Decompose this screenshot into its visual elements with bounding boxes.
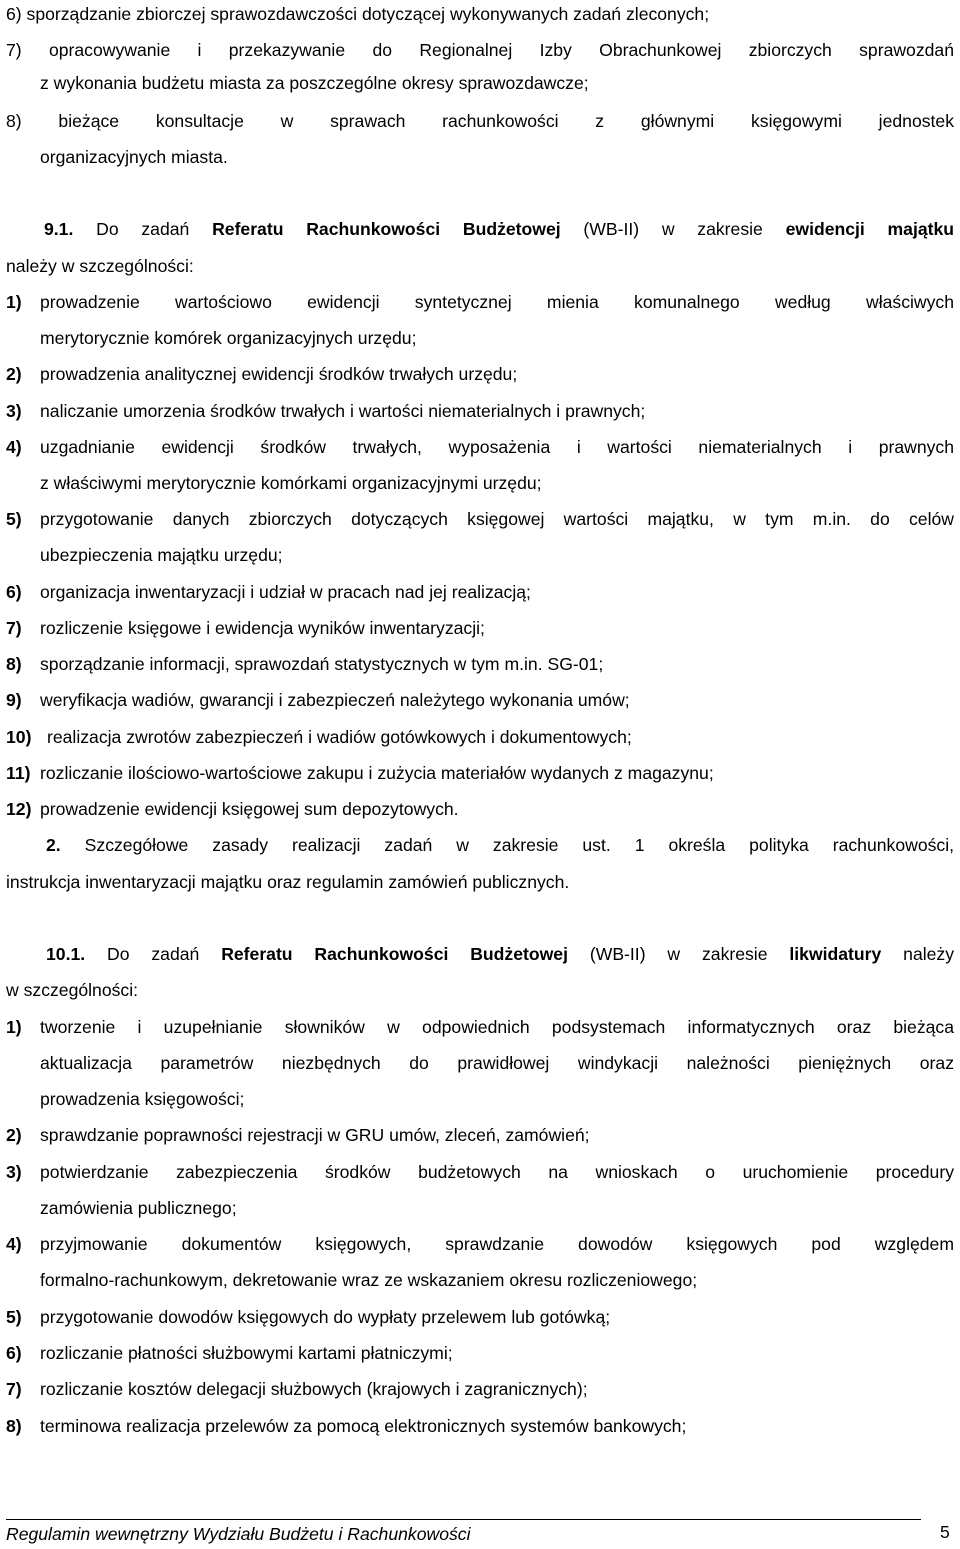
list-item	[6, 725, 954, 749]
list-item-text: aktualizacja parametrów niezbędnych do prawidłowej windykacji należności pieniężnych oraz	[40, 1053, 954, 1073]
section-9-2-cont	[6, 870, 954, 894]
section-9-1-intro	[44, 217, 954, 241]
list-item	[6, 507, 954, 531]
intro-text: Do zadań	[107, 944, 200, 964]
section-9-1-intro-cont	[6, 254, 954, 278]
list-item-continuation	[40, 326, 954, 350]
item-number: 4)	[6, 1234, 22, 1254]
list-item	[6, 1160, 954, 1184]
list-item-text: naliczanie umorzenia środków trwałych i wartości niematerialnych i prawnych;	[40, 401, 646, 421]
list-item-text: rozliczanie kosztów delegacji służbowych (krajowych i zagranicznych);	[40, 1379, 588, 1399]
list-item-text: organizacja inwentaryzacji i udział w pracach nad jej realizacją;	[40, 582, 531, 602]
list-item-text: sprawdzanie poprawności rejestracji w GRU umów, zleceń, zamówień;	[40, 1125, 590, 1145]
section-number: 10.1.	[46, 944, 86, 964]
list-item-text: przyjmowanie dokumentów księgowych, sprawdzanie dowodów księgowych pod względem	[40, 1234, 954, 1254]
section-10-1-intro-cont	[6, 978, 954, 1002]
list-item-text: ubezpieczenia majątku urzędu;	[40, 545, 283, 565]
intro-text: w szczególności:	[6, 980, 139, 1000]
list-item	[6, 1305, 954, 1329]
section-10-1-intro	[46, 942, 954, 966]
item-number: 3)	[6, 1162, 22, 1182]
section-9-2	[46, 833, 954, 857]
paragraph-text: instrukcja inwentaryzacji majątku oraz regulamin zamówień publicznych.	[6, 872, 570, 892]
item-number: 7)	[6, 618, 22, 638]
item-number: 5)	[6, 509, 22, 529]
list-item-text: terminowa realizacja przelewów za pomocą elektronicznych systemów bankowych;	[40, 1416, 687, 1436]
item-number: 1)	[6, 292, 22, 312]
list-item-continuation	[40, 1087, 954, 1111]
list-item	[6, 38, 954, 62]
list-item-text: przygotowanie dowodów księgowych do wypłaty przelewem lub gotówką;	[40, 1307, 611, 1327]
list-item	[6, 399, 954, 423]
item-number: 3)	[6, 401, 22, 421]
list-item-text: z właściwymi merytorycznie komórkami organizacyjnymi urzędu;	[40, 473, 542, 493]
item-number: 12)	[6, 799, 32, 819]
scope-name: likwidatury	[789, 944, 882, 964]
list-item-continuation	[40, 71, 954, 95]
page-number: 5	[940, 1522, 950, 1542]
list-item-text: uzgadnianie ewidencji środków trwałych, wyposażenia i wartości niematerialnych i prawnych	[40, 437, 954, 457]
item-number: 5)	[6, 1307, 22, 1327]
paragraph-number: 2.	[46, 835, 61, 855]
list-item	[6, 616, 954, 640]
item-number: 6)	[6, 1343, 22, 1363]
list-item-text: prowadzenie ewidencji księgowej sum depozytowych.	[40, 799, 459, 819]
list-item	[6, 652, 954, 676]
list-item-text: organizacyjnych miasta.	[40, 147, 228, 167]
list-item	[6, 290, 954, 314]
list-item-text: merytorycznie komórek organizacyjnych urzędu;	[40, 328, 417, 348]
list-item	[6, 797, 954, 821]
list-item	[6, 688, 954, 712]
list-item	[6, 1414, 954, 1438]
list-item	[6, 2, 954, 26]
list-item-text: potwierdzanie zabezpieczenia środków budżetowych na wnioskach o uruchomienie procedury	[40, 1162, 954, 1182]
item-number: 1)	[6, 1017, 22, 1037]
list-item	[6, 1015, 954, 1039]
list-item	[6, 109, 954, 133]
list-item-continuation	[40, 471, 954, 495]
intro-text: należy	[903, 944, 955, 964]
list-item	[6, 1341, 954, 1365]
list-item-text: prowadzenia księgowości;	[40, 1089, 245, 1109]
list-item	[6, 1377, 954, 1401]
list-item-text: rozliczanie ilościowo-wartościowe zakupu i zużycia materiałów wydanych z magazynu;	[40, 763, 714, 783]
list-item-text: weryfikacja wadiów, gwarancji i zabezpieczeń należytego wykonania umów;	[40, 690, 630, 710]
item-number: 8)	[6, 1416, 22, 1436]
list-item-continuation	[40, 145, 954, 169]
item-number: 2)	[6, 1125, 22, 1145]
list-item	[6, 1123, 954, 1147]
list-item-text: prowadzenie wartościowo ewidencji syntetycznej mienia komunalnego według właściwych	[40, 292, 954, 312]
list-item-text: zamówienia publicznego;	[40, 1198, 237, 1218]
list-item	[6, 435, 954, 459]
section-number: 9.1.	[44, 219, 74, 239]
list-item	[6, 580, 954, 604]
intro-text: (WB-II) w zakresie	[583, 219, 763, 239]
referat-name: Referatu Rachunkowości Budżetowej	[212, 219, 561, 239]
list-item-continuation	[40, 1268, 954, 1292]
list-item-text: realizacja zwrotów zabezpieczeń i wadiów gotówkowych i dokumentowych;	[47, 727, 632, 747]
item-number: 10)	[6, 727, 32, 747]
list-item-text: 8) bieżące konsultacje w sprawach rachunkowości z głównymi księgowymi jednostek	[6, 111, 954, 131]
paragraph-text: Szczegółowe zasady realizacji zadań w zakresie ust. 1 określa polityka rachunkowości,	[84, 835, 954, 855]
referat-name: Referatu Rachunkowości Budżetowej	[221, 944, 568, 964]
list-item-continuation	[40, 1196, 954, 1220]
list-item	[6, 1232, 954, 1256]
list-item-text: 6) sporządzanie zbiorczej sprawozdawczości dotyczącej wykonywanych zadań zleconych;	[6, 4, 710, 24]
list-item-text: tworzenie i uzupełnianie słowników w odpowiednich podsystemach informatycznych oraz bieżąca	[40, 1017, 954, 1037]
list-item	[6, 761, 954, 785]
list-item-text: formalno-rachunkowym, dekretowanie wraz ze wskazaniem okresu rozliczeniowego;	[40, 1270, 698, 1290]
item-number: 7)	[6, 1379, 22, 1399]
scope-name: ewidencji majątku	[785, 219, 955, 239]
item-number: 4)	[6, 437, 22, 457]
intro-text: należy w szczególności:	[6, 256, 194, 276]
list-item-text: rozliczenie księgowe i ewidencja wyników inwentaryzacji;	[40, 618, 485, 638]
list-item-text: 7) opracowywanie i przekazywanie do Regionalnej Izby Obrachunkowej zbiorczych sprawozdań	[6, 40, 954, 60]
list-item	[6, 362, 954, 386]
list-item-text: prowadzenia analitycznej ewidencji środków trwałych urzędu;	[40, 364, 518, 384]
list-item-text: z wykonania budżetu miasta za poszczególne okresy sprawozdawcze;	[40, 73, 589, 93]
item-number: 8)	[6, 654, 22, 674]
item-number: 6)	[6, 582, 22, 602]
list-item-text: przygotowanie danych zbiorczych dotyczących księgowej wartości majątku, w tym m.in. do celów	[40, 509, 954, 529]
list-item-continuation	[40, 543, 954, 567]
list-item-text: sporządzanie informacji, sprawozdań statystycznych w tym m.in. SG-01;	[40, 654, 604, 674]
intro-text: (WB-II) w zakresie	[589, 944, 768, 964]
footer-divider	[6, 1519, 921, 1520]
item-number: 11)	[6, 763, 31, 783]
footer-title: Regulamin wewnętrzny Wydziału Budżetu i Rachunkowości	[6, 1524, 471, 1544]
intro-text: Do zadań	[96, 219, 190, 239]
item-number: 9)	[6, 690, 22, 710]
list-item-continuation	[40, 1051, 954, 1075]
list-item-text: rozliczanie płatności służbowymi kartami płatniczymi;	[40, 1343, 453, 1363]
item-number: 2)	[6, 364, 22, 384]
